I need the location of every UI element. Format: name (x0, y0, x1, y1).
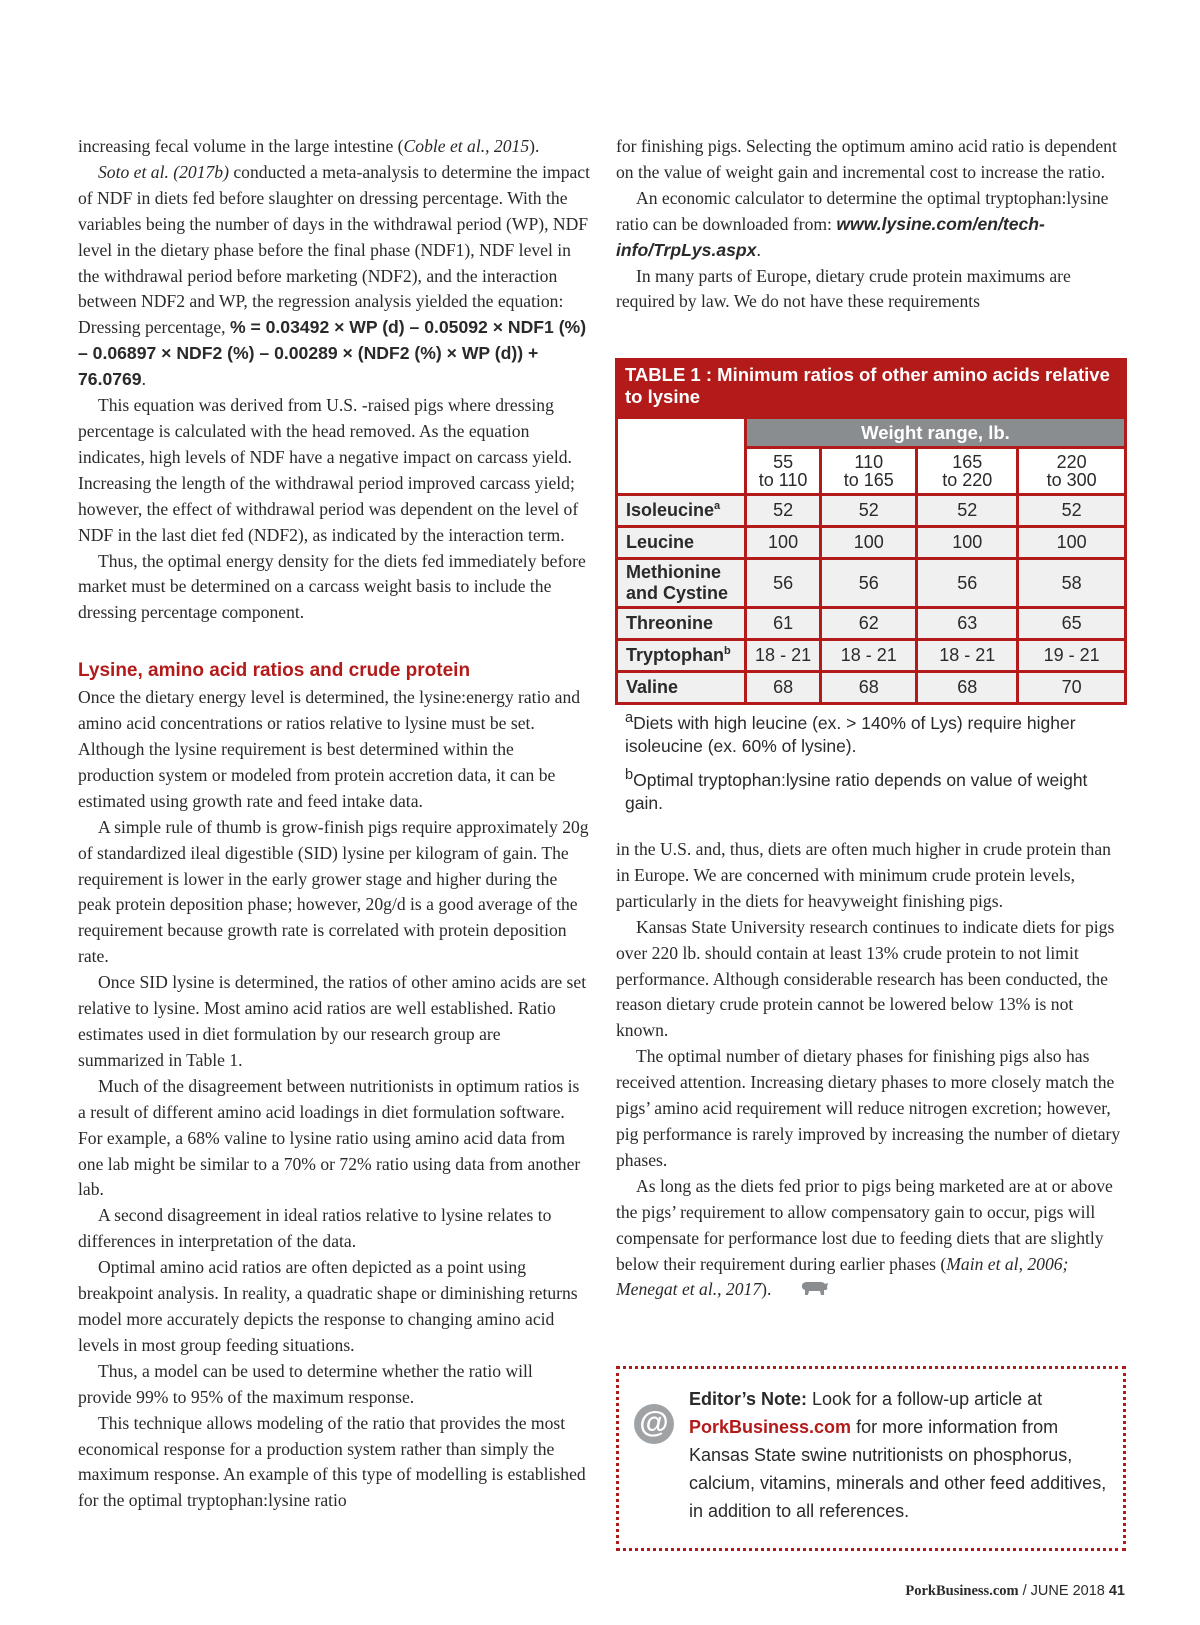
table-cell: 56 (917, 559, 1018, 608)
table-cell: 56 (745, 559, 820, 608)
table-cell: 62 (821, 608, 917, 640)
table-cell: 56 (821, 559, 917, 608)
paragraph: An economic calculator to determine the optimal tryptophan:lysine ratio can be downloaded from: www.lysine.com/en/tech-info/TrpLys.aspx. (616, 187, 1109, 260)
table-cell: 100 (917, 527, 1018, 559)
weight-range-cell (917, 448, 1018, 495)
amino-acid-label: Valine (617, 672, 746, 704)
table-title: TABLE 1 : Minimum ratios of other amino acids relative to lysine (615, 358, 1127, 416)
calculator-link[interactable]: www.lysine.com/en/tech-info/TrpLys.aspx (616, 213, 1045, 260)
citation: Main et al, 2006; Menegat et al., 2017 (616, 1253, 1069, 1300)
table-cell: 63 (917, 608, 1018, 640)
paragraph: Optimal amino acid ratios are often depicted as a point using breakpoint analysis. In reality, a quadratic shape or diminishing returns model more accurately depicts the response to changing amino acid levels in most group feeding situations. (78, 1257, 578, 1355)
table-cell: 68 (821, 672, 917, 704)
range-start: 165 (952, 452, 983, 472)
table-footnotes (625, 707, 1105, 821)
regression-equation: % = 0.03492 × WP (d) – 0.05092 × NDF1 (%) – 0.06897 × NDF2 (%) – 0.00289 × (NDF2 (%) × WP (d)) + 76.0769 (78, 317, 587, 390)
table-cell: 70 (1018, 672, 1126, 704)
table-cell: 18 - 21 (745, 640, 820, 672)
paragraph: Once SID lysine is determined, the ratios of other amino acids are set relative to lysine. Most amino acid ratios are well established. Ratio estimates used in diet formulation by our research group are summarized in Table 1. (78, 972, 587, 1070)
left-column (78, 134, 590, 1514)
section-heading: Lysine, amino acid ratios and crude protein (78, 660, 471, 682)
weight-range-header: Weight range, lb. (745, 418, 1125, 448)
paragraph: In many parts of Europe, dietary crude protein maximums are required by law. We do not have these requirements (616, 265, 1071, 312)
paragraph: Kansas State University research continues to indicate diets for pigs over 220 lb. should contain at least 13% crude protein to not limit performance. Although considerable research has been conducted, the reason dietary crude protein cannot be lowered below 13% is not known. (616, 916, 1115, 1041)
table-row (617, 672, 1126, 704)
table-cell: 18 - 21 (821, 640, 917, 672)
table-cell: 68 (917, 672, 1018, 704)
paragraph: increasing fecal volume in the large intestine (Coble et al., 2015). (78, 136, 540, 156)
range-end: to 165 (843, 470, 894, 490)
table-1 (615, 358, 1127, 705)
table-cell: 61 (745, 608, 820, 640)
page-number: 41 (1108, 1583, 1125, 1599)
citation: Coble et al., 2015 (403, 136, 530, 156)
footer-site: PorkBusiness.com (905, 1583, 1019, 1599)
paragraph: This equation was derived from U.S. -raised pigs where dressing percentage is calculated with the head removed. As the equation indicates, high levels of NDF have a negative impact on carcass yield. Increasing the length of the withdrawal period improved carcass yield; however, the effect of withdrawal period was dependent on the level of NDF in the last diet fed (NDF2), as indicated by the interaction term. (78, 395, 579, 545)
editors-note-text: Editor’s Note: Look for a follow-up article at PorkBusiness.com for more information from Kansas State swine nutritionists on phosphorus, calcium, vitamins, minerals and other feed additives, in addition to all references. (689, 1389, 1107, 1521)
weight-range-cell (745, 448, 820, 495)
amino-acid-label: Isoleucine$^a$ (617, 495, 746, 527)
table-cell: 100 (821, 527, 917, 559)
range-end: to 220 (942, 470, 993, 490)
paragraph: for finishing pigs. Selecting the optimum amino acid ratio is dependent on the value of weight gain and incremental cost to increase the ratio. (616, 136, 1117, 182)
paragraph: Soto et al. (2017b) conducted a meta-analysis to determine the impact of NDF in diets fed before slaughter on dressing percentage. With the variables being the number of days in the withdrawal period (WP), NDF level in the dietary phase before the final phase (NDF1), NDF level in the withdrawal period before marketing (NDF2), and the interaction between NDF2 and WP, the regression analysis yielded the equation: Dressing percentage, % = 0.03492 × WP (d) – 0.05092 × NDF1 (%) – 0.06897 × NDF2 (%) – 0.00289 × (NDF2 (%) × WP (d)) + 76.0769. (78, 161, 590, 390)
right-column-bottom (616, 837, 1124, 1304)
paragraph: in the U.S. and, thus, diets are often much higher in crude protein than in Europe. We are concerned with minimum crude protein levels, particularly in the diets for heavyweight finishing pigs. (616, 839, 1111, 911)
citation: Soto et al. (2017b) (98, 161, 229, 182)
paragraph: Thus, the optimal energy density for the diets fed immediately before market must be determined on a carcass weight basis to include the dressing percentage component. (78, 550, 586, 623)
table-row (617, 559, 1126, 608)
table-row (617, 495, 1126, 527)
table-cell: 100 (1018, 527, 1126, 559)
table-cell: 19 - 21 (1018, 640, 1126, 672)
weight-range-cell (821, 448, 917, 495)
page-footer (905, 1583, 1125, 1600)
range-start: 220 (1056, 452, 1087, 472)
paragraph: A second disagreement in ideal ratios relative to lysine relates to differences in interpretation of the data. (78, 1205, 552, 1252)
table-cell: 52 (1018, 495, 1126, 527)
editors-note-box (616, 1366, 1126, 1551)
paragraph: Once the dietary energy level is determined, the lysine:energy ratio and amino acid concentrations or ratios relative to lysine must be set. Although the lysine requirement is best determined within the production system or modeled from protein accretion data, it can be estimated using growth rate and feed intake data. (78, 687, 581, 811)
table-cell: 68 (745, 672, 820, 704)
paragraph: As long as the diets fed prior to pigs being marketed are at or above the pigs’ requirement to allow compensatory gain to occur, pigs will compensate for performance lost due to feeding diets that are slightly below their requirement during earlier phases (Main et al, 2006; Menegat et al., 2017). (616, 1174, 1124, 1305)
range-end: to 300 (1046, 470, 1097, 490)
table-cell: 100 (745, 527, 820, 559)
footer-issue: / JUNE 2018 (1018, 1583, 1109, 1599)
table-cell: 52 (821, 495, 917, 527)
amino-acid-ratio-table (615, 416, 1127, 705)
right-column-top (616, 134, 1124, 315)
range-start: 55 (773, 452, 794, 472)
paragraph: Thus, a model can be used to determine whether the ratio will provide 99% to 95% of the maximum response. (78, 1360, 533, 1407)
paragraph: A simple rule of thumb is grow-finish pigs require approximately 20g of standardized ileal digestible (SID) lysine per kilogram of gain. The requirement is lower in the early grower stage and higher during the peak protein deposition phase; however, 20g/d is a good average of the requirement because growth rate is correlated with protein deposition rate. (78, 816, 589, 967)
paragraph: This technique allows modeling of the ratio that provides the most economical response for a production system rather than simply the maximum response. An example of this type of modelling is established for the optimal tryptophan:lysine ratio (78, 1412, 586, 1511)
paragraph: Much of the disagreement between nutritionists in optimum ratios is a result of different amino acid loadings in diet formulation software. For example, a 68% valine to lysine ratio using amino acid data from one lab might be similar to a 70% or 72% ratio using data from another lab. (78, 1075, 581, 1200)
amino-acid-label: Tryptophan$^b$ (617, 640, 746, 672)
table-corner-cell (617, 418, 746, 495)
table-row (617, 527, 1126, 559)
footnote-a: $^a$Diets with high leucine (ex. > 140% of Lys) require higher isoleucine (ex. 60% of lysine). (625, 710, 1076, 756)
table-cell: 58 (1018, 559, 1126, 608)
range-end: to 110 (758, 470, 808, 490)
editors-note-label: Editor’s Note: (689, 1389, 808, 1409)
range-start: 110 (854, 452, 884, 472)
amino-acid-label: Leucine (617, 527, 746, 559)
footnote-b: $^b$Optimal tryptophan:lysine ratio depends on value of weight gain. (625, 766, 1088, 813)
weight-range-cell (1018, 448, 1126, 495)
table-cell: 65 (1018, 608, 1126, 640)
paragraph: The optimal number of dietary phases for finishing pigs also has received attention. Increasing dietary phases to more closely match the pigs’ amino acid requirement will reduce nitrogen excretion; however, pig performance is rarely improved by increasing the number of dietary phases. (616, 1046, 1121, 1170)
porkbusiness-link[interactable]: PorkBusiness.com (689, 1417, 852, 1437)
table-cell: 52 (917, 495, 1018, 527)
table-cell: 18 - 21 (917, 640, 1018, 672)
table-row (617, 608, 1126, 640)
amino-acid-label: Methionine and Cystine (617, 559, 746, 608)
table-row (617, 640, 1126, 672)
amino-acid-label: Threonine (617, 608, 746, 640)
pig-icon (779, 1278, 829, 1304)
table-cell: 52 (745, 495, 820, 527)
at-sign-icon: @ (634, 1404, 674, 1444)
